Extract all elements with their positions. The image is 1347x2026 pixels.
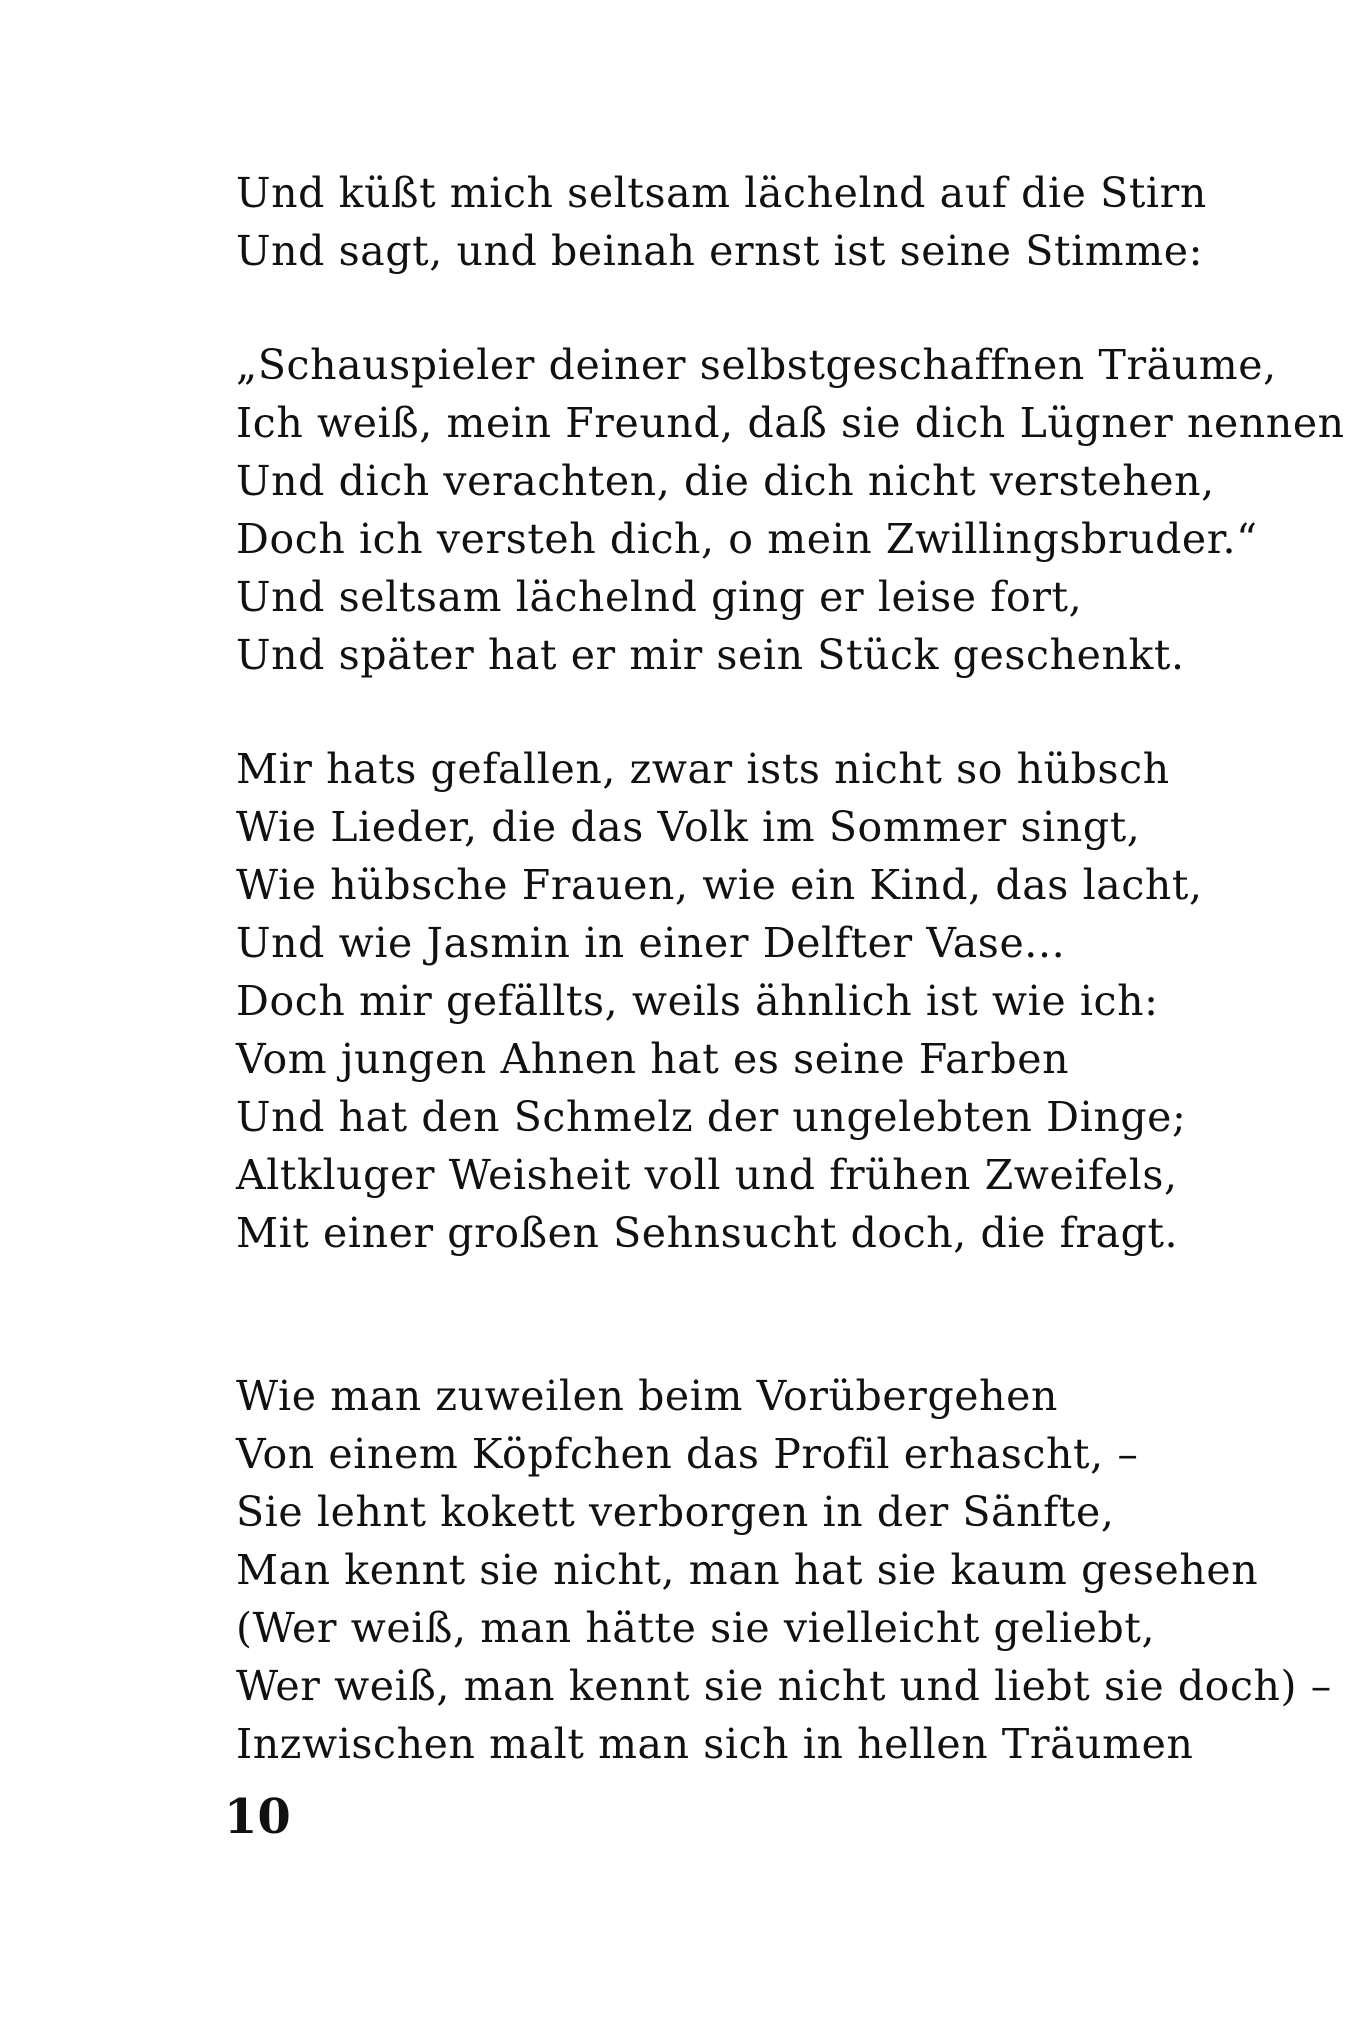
page-number: 10 [224,1789,291,1845]
poem-line: Und dich verachten, die dich nicht verstehen, [236,457,1215,505]
poem-line: Und küßt mich seltsam lächelnd auf die Stirn [236,169,1207,217]
stanza-1 [236,164,1266,280]
poem-line: Doch ich versteh dich, o mein Zwillingsbruder.“ [236,515,1258,563]
stanza-2 [236,336,1345,684]
poem-line: Und später hat er mir sein Stück geschenkt. [236,631,1185,679]
poem-line: Man kennt sie nicht, man hat sie kaum gesehen [236,1546,1259,1594]
poem-line: Wer weiß, man kennt sie nicht und liebt sie doch) – [236,1662,1332,1710]
poem-line: (Wer weiß, man hätte sie vielleicht geliebt, [236,1604,1156,1652]
poem-line: Doch mir gefällts, weils ähnlich ist wie ich: [236,977,1159,1025]
stanza-4 [236,1367,1332,1773]
poem-line: Inzwischen malt man sich in hellen Träumen [236,1720,1194,1768]
poem-line: Und sagt, und beinah ernst ist seine Stimme: [236,227,1204,275]
poem-line: Und hat den Schmelz der ungelebten Dinge; [236,1093,1187,1141]
poem-line: „Schauspieler deiner selbstgeschaffnen Träume, [236,341,1277,389]
poem-line: Wie hübsche Frauen, wie ein Kind, das lacht, [236,861,1203,909]
poem-line: Mir hats gefallen, zwar ists nicht so hübsch [236,745,1170,793]
poem-line: Von einem Köpfchen das Profil erhascht, – [236,1430,1139,1478]
poem-line: Ich weiß, mein Freund, daß sie dich Lügner nennen [236,399,1345,447]
poem-line: Vom jungen Ahnen hat es seine Farben [236,1035,1070,1083]
poem-line: Wie man zuweilen beim Vorübergehen [236,1372,1059,1420]
poem-line: Altkluger Weisheit voll und frühen Zweifels, [236,1151,1178,1199]
poem-line: Und wie Jasmin in einer Delfter Vase... [236,919,1066,967]
poem-line: Und seltsam lächelnd ging er leise fort, [236,573,1083,621]
stanza-3 [236,740,1266,1262]
poem-line: Wie Lieder, die das Volk im Sommer singt, [236,803,1141,851]
poem-line: Sie lehnt kokett verborgen in der Sänfte, [236,1488,1115,1536]
poem-line: Mit einer großen Sehnsucht doch, die fragt. [236,1209,1179,1257]
